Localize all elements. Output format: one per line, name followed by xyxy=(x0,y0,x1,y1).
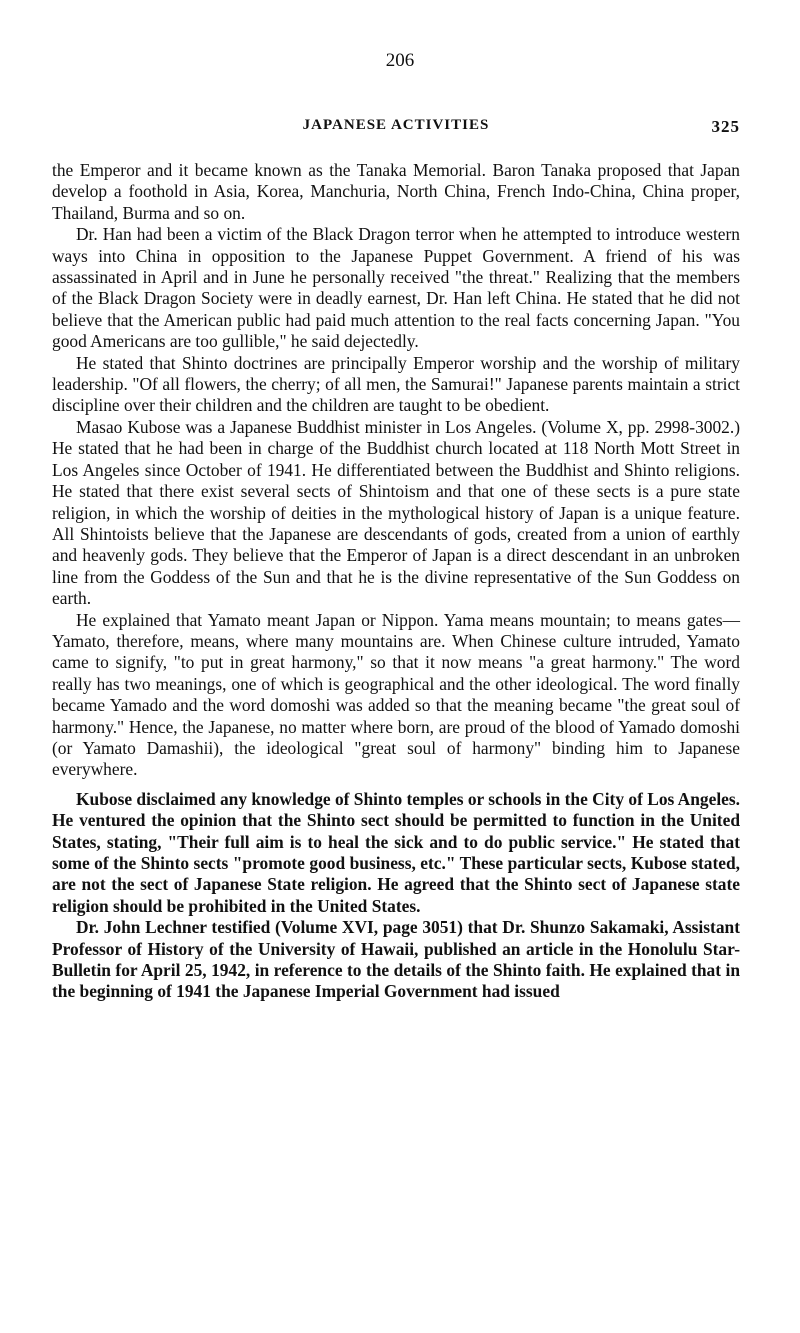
paragraph-kubose-disclaimed: Kubose disclaimed any knowledge of Shinto temples or schools in the City of Los Angeles. He ventured the opinion that the Shinto sect should be permitted to function in the United States, stating, "Their full aim is to heal the sick and to do public service." He stated that some of the Shinto sects "promote good business, etc." These particular sects, Kubose stated, are not the sect of Japanese State religion. He agreed that the Shinto sect of Japanese state religion should be prohibited in the United States. xyxy=(52,788,740,916)
page-number: 206 xyxy=(385,50,415,71)
paragraph-shinto-doctrines: He stated that Shinto doctrines are principally Emperor worship and the worship of military leadership. "Of all flowers, the cherry; of all men, the Samurai!" Japanese parents maintain a strict discipline over their children and the children are taught to be obedient. xyxy=(52,352,740,416)
paragraph-dr-han: Dr. Han had been a victim of the Black Dragon terror when he attempted to introduce western ways into China in opposition to the Japanese Puppet Government. A friend of his was assassinated in April and in June he personally received "the threat." Realizing that the members of the Black Dragon Society were in deadly earnest, Dr. Han left China. He stated that he did not believe that the American public had paid much attention to the real facts concerning Japan. "You good Americans are too gullible," he said dejectedly. xyxy=(52,224,740,352)
body-text xyxy=(52,160,740,1003)
paragraph-yamato: He explained that Yamato meant Japan or Nippon. Yama means mountain; to means gates—Yamato, therefore, means, where many mountains are. When Chinese culture intruded, Yamato came to signify, "to put in great harmony," so that it now means "a great harmony." The word really has two meanings, one of which is geographical and the other ideological. The word finally became Yamado and the word domoshi was added so that the meaning became "the great soul of harmony." Hence, the Japanese, no matter where born, are proud of the blood of Yamado domoshi (or Yamato Damashii), the ideological "great soul of harmony" binding him to Japanese everywhere. xyxy=(52,609,740,780)
paragraph-john-lechner: Dr. John Lechner testified (Volume XVI, page 3051) that Dr. Shunzo Sakamaki, Assistant Professor of History of the University of Hawaii, published an article in the Honolulu Star-Bulletin for April 25, 1942, in reference to the details of the Shinto faith. He explained that in the beginning of 1941 the Japanese Imperial Government had issued xyxy=(52,917,740,1002)
paragraph-masao-kubose: Masao Kubose was a Japanese Buddhist minister in Los Angeles. (Volume X, pp. 2998-3002.) He stated that he had been in charge of the Buddhist church located at 118 North Mott Street in Los Angeles since October of 1941. He differentiated between the Buddhist and Shinto religions. He stated that there exist several sects of Shintoism and that one of these sects is a pure state religion, in which the worship of deities in the mythological history of Japan is a unique feature. All Shintoists believe that the Japanese are descendants of gods, created from a union of earthly and heavenly gods. They believe that the Emperor of Japan is a direct descendant in an unbroken line from the Goddess of the Sun and that he is the divine representative of the Sun Goddess on earth. xyxy=(52,416,740,609)
running-head-title: JAPANESE ACTIVITIES xyxy=(302,117,490,133)
running-head xyxy=(52,117,740,134)
folio-number: 325 xyxy=(711,117,740,136)
paragraph-gap xyxy=(52,781,740,789)
paragraph-continuation: the Emperor and it became known as the Tanaka Memorial. Baron Tanaka proposed that Japan develop a foothold in Asia, Korea, Manchuria, North China, French Indo-China, China proper, Thailand, Burma and so on. xyxy=(52,160,740,223)
